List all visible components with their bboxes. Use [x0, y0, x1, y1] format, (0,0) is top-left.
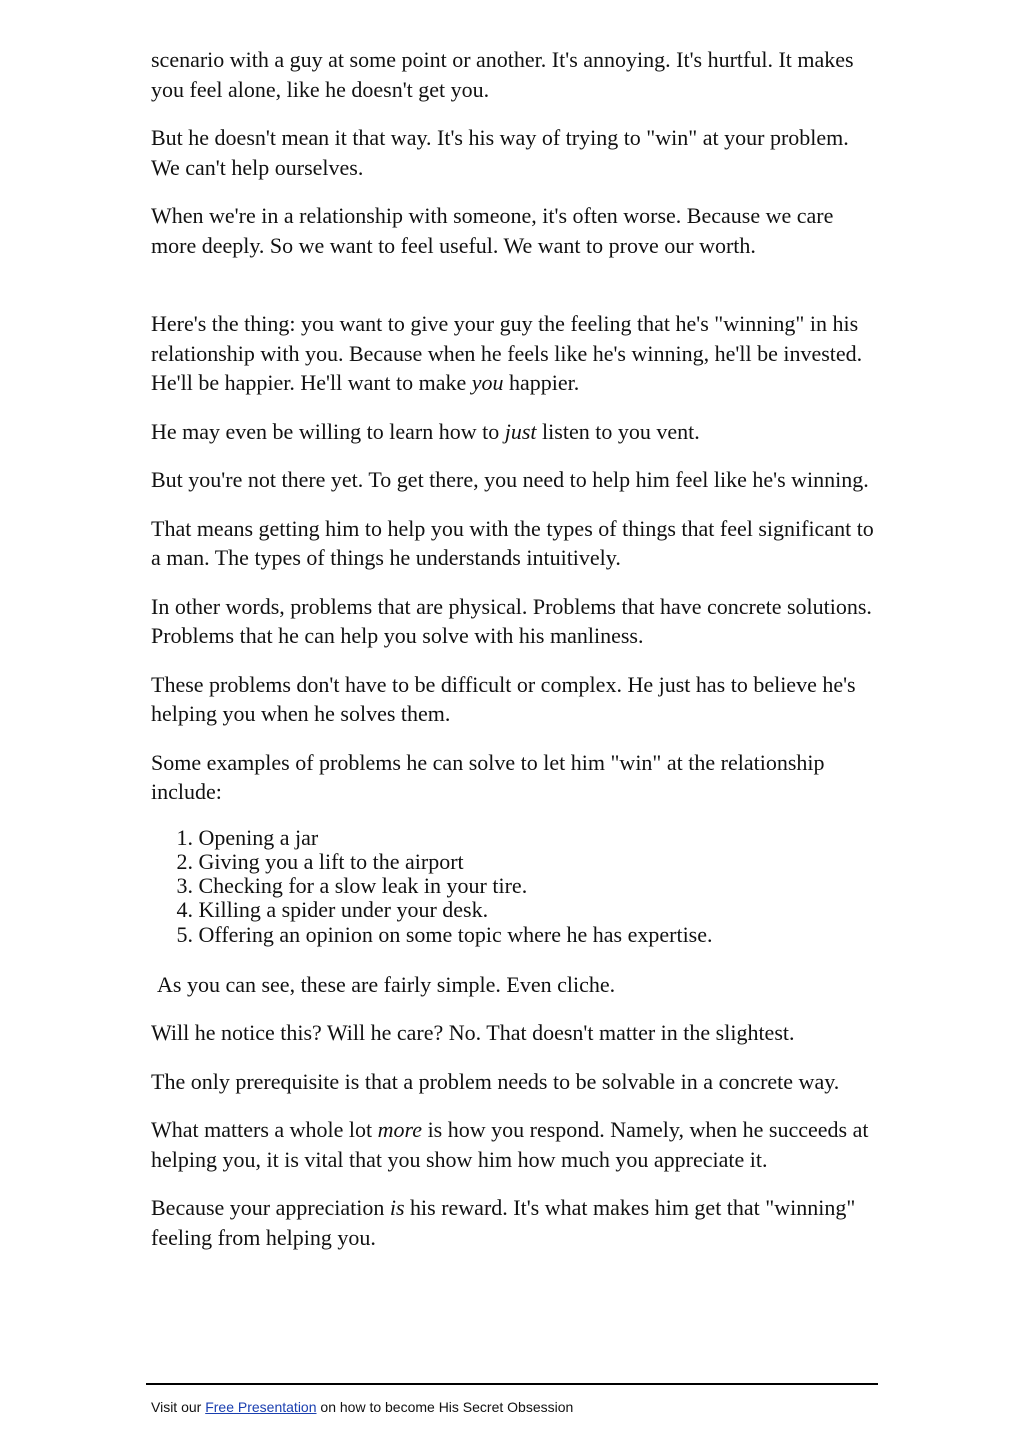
list-item-text: Offering an opinion on some topic where he has expertise. — [198, 921, 713, 947]
paragraph — [151, 748, 881, 807]
paragraph — [151, 309, 881, 398]
paragraph — [151, 201, 881, 260]
list-item — [151, 850, 881, 874]
footer-text: Visit our — [151, 1399, 206, 1415]
paragraph — [151, 417, 881, 447]
paragraph-text: Here's the thing: you want to give your guy the feeling that he's "winning" in his relationship with you. Because when he feels like he's winning, he'll be invested. He'll be happier. He'll want to make — [151, 311, 863, 395]
emphasis-text: you — [471, 370, 504, 395]
paragraph-text: listen to you vent. — [536, 418, 700, 444]
paragraph — [151, 592, 881, 651]
list-item-text: Giving you a lift to the airport — [198, 848, 464, 874]
paragraph-text: is how you respond. Namely, when he succeeds at helping you, it is vital that you show him how much you appreciate it. — [151, 1117, 869, 1172]
emphasis-text: just — [504, 418, 537, 444]
paragraph-text: That means getting him to help you with the types of things that feel significant to a man. The types of things he understands intuitively. — [151, 515, 874, 570]
paragraph-text: He may even be willing to learn how to — [151, 418, 505, 444]
paragraph — [151, 123, 881, 182]
paragraph — [151, 1018, 881, 1048]
paragraph-text: scenario with a guy at some point or another. It's annoying. It's hurtful. It makes you feel alone, like he doesn't get you. — [151, 47, 854, 102]
paragraph — [151, 1067, 881, 1097]
list-item — [151, 898, 881, 922]
list-item-number: 3. — [176, 873, 193, 899]
paragraph-text: These problems don't have to be difficult or complex. He just has to believe he's helping you when he solves them. — [151, 671, 856, 726]
list-item-number: 2. — [176, 848, 193, 874]
free-presentation-link[interactable]: Free Presentation — [205, 1399, 317, 1415]
paragraph-text: When we're in a relationship with someone, it's often worse. Because we care more deeply. So we want to feel useful. We want to prove our worth. — [151, 203, 834, 258]
list-item — [151, 923, 881, 947]
list-item-number: 1. — [176, 824, 193, 850]
list-item — [151, 826, 881, 850]
paragraph-text: But you're not there yet. To get there, you need to help him feel like he's winning. — [151, 467, 869, 492]
paragraph-text: Because your appreciation — [151, 1195, 390, 1221]
paragraph-text: What matters a whole lot — [151, 1117, 378, 1143]
paragraph-text: But he doesn't mean it that way. It's his way of trying to "win" at your problem. We can't help ourselves. — [151, 125, 849, 180]
list-item-number: 4. — [176, 897, 193, 923]
paragraph-text: The only prerequisite is that a problem needs to be solvable in a concrete way. — [151, 1068, 840, 1094]
paragraph-text: Will he notice this? Will he care? No. That doesn't matter in the slightest. — [151, 1020, 795, 1046]
paragraph — [151, 670, 881, 729]
paragraph — [151, 465, 881, 495]
list-item-text: Opening a jar — [198, 824, 319, 850]
footer-text: on how to become His Secret Obsession — [316, 1399, 574, 1415]
footer-divider — [146, 1383, 878, 1385]
paragraph-text: Some examples of problems he can solve to let him "win" at the relationship include: — [151, 749, 825, 804]
list-item-text: Checking for a slow leak in your tire. — [198, 873, 528, 899]
paragraph-text: his reward. It's what makes him get that "winning" feeling from helping you. — [151, 1195, 856, 1250]
paragraph — [151, 45, 881, 104]
paragraph — [151, 514, 881, 573]
list-item-text: Killing a spider under your desk. — [198, 897, 489, 923]
paragraph — [151, 1115, 881, 1174]
paragraph-text: As you can see, these are fairly simple. Even cliche. — [157, 971, 616, 997]
document-page — [151, 45, 881, 1271]
list-item — [151, 874, 881, 898]
emphasis-text: is — [389, 1195, 405, 1221]
list-item-number: 5. — [176, 921, 193, 947]
emphasis-text: more — [377, 1117, 423, 1143]
numbered-list — [151, 826, 881, 947]
footer — [151, 1399, 573, 1415]
paragraph — [151, 970, 881, 1000]
paragraph — [151, 1193, 881, 1252]
paragraph-text: In other words, problems that are physical. Problems that have concrete solutions. Problems that he can help you solve with his manliness. — [151, 593, 872, 648]
paragraph-text: happier. — [503, 370, 580, 395]
